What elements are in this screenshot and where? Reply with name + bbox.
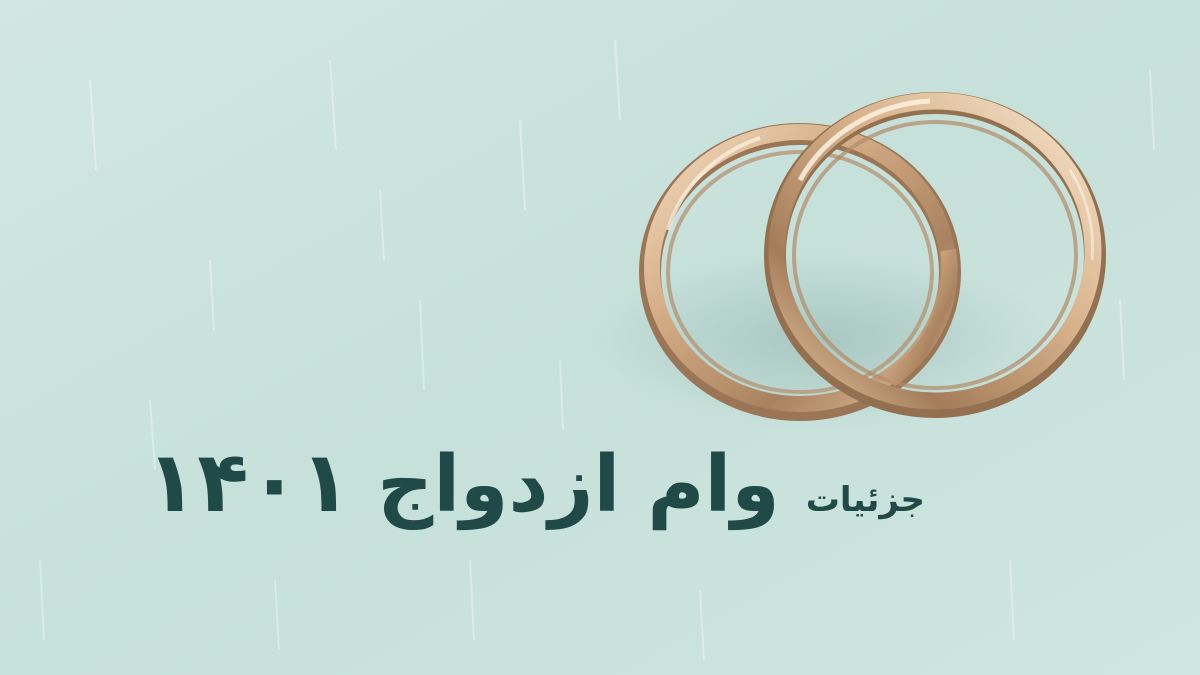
headline-subtitle: جزئیات <box>805 480 925 520</box>
headline-year: ۱۴۰۱ <box>146 433 352 531</box>
headline-title: وام ازدواج <box>377 440 780 530</box>
headline <box>95 433 925 570</box>
